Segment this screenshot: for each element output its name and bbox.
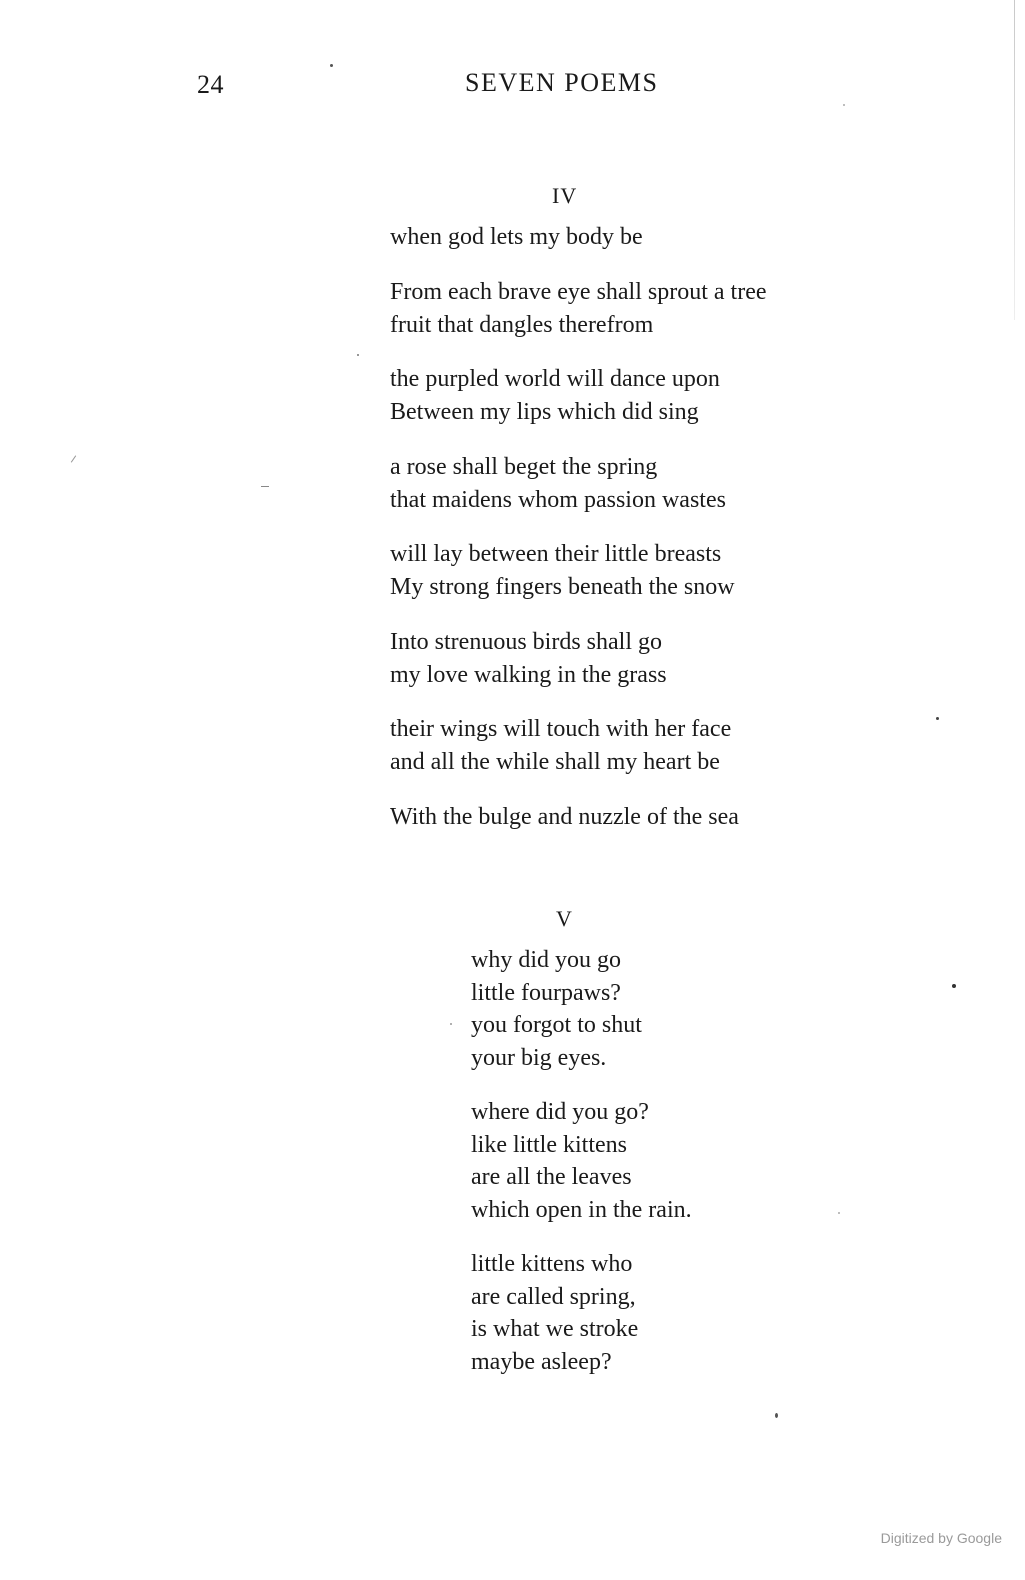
poem-line: are all the leaves [471, 1164, 632, 1190]
section-title-iv: IV [552, 183, 578, 208]
poem-line: Into strenuous birds shall go [390, 629, 662, 655]
poem-line: maybe asleep? [471, 1348, 612, 1375]
scan-speck [838, 1212, 840, 1214]
poem-line: little fourpaws? [471, 979, 621, 1006]
section-title-v: V [556, 906, 573, 931]
scan-speck [843, 104, 845, 106]
stanza [471, 1096, 692, 1226]
poem-line: my love walking in the grass [390, 661, 667, 688]
scan-speck [330, 64, 333, 67]
scan-speck [450, 1023, 452, 1025]
poem-line: you forgot to shut [471, 1012, 642, 1038]
poem-line: which open in the rain. [471, 1196, 692, 1223]
stanza [390, 451, 726, 516]
poem-line: will lay between their little breasts [390, 541, 722, 567]
stanza [390, 626, 667, 691]
running-title: SEVEN POEMS [465, 68, 659, 97]
poem-line: are called spring, [471, 1283, 636, 1310]
poem-line: and all the while shall my heart be [390, 748, 720, 775]
poem-line: is what we stroke [471, 1316, 639, 1342]
scan-speck [952, 984, 956, 988]
digitized-watermark: Digitized by Google [880, 1530, 1002, 1546]
stanza [390, 363, 720, 428]
poem-line: From each brave eye shall sprout a tree [390, 279, 767, 305]
scan-speck [71, 455, 76, 462]
poem-line: where did you go? [471, 1099, 649, 1125]
stanza [471, 944, 642, 1074]
page-number: 24 [197, 70, 224, 99]
poem-line: that maidens whom passion wastes [390, 486, 726, 513]
poem-line: With the bulge and nuzzle of the sea [390, 804, 739, 830]
poem-line: when god lets my body be [390, 224, 643, 250]
scan-speck [936, 717, 939, 720]
poem-line: your big eyes. [471, 1044, 607, 1071]
poem-line: Between my lips which did sing [390, 398, 699, 425]
poem-line: My strong fingers beneath the snow [390, 573, 735, 600]
poem-line: why did you go [471, 947, 621, 973]
stanza [390, 538, 735, 603]
scan-speck [261, 486, 269, 487]
poem-line: a rose shall beget the spring [390, 454, 658, 480]
poem-line: the purpled world will dance upon [390, 366, 720, 392]
poem-line: fruit that dangles therefrom [390, 311, 654, 338]
stanza [471, 1248, 638, 1378]
poem-line: their wings will touch with her face [390, 716, 732, 742]
poem-line: little kittens who [471, 1251, 633, 1277]
page-edge-line [1014, 0, 1015, 320]
scan-speck [775, 1413, 778, 1418]
poem-line: like little kittens [471, 1131, 627, 1158]
scan-speck [357, 354, 359, 356]
stanza [390, 713, 731, 778]
stanza [390, 801, 739, 834]
stanza [390, 221, 643, 254]
stanza [390, 276, 767, 341]
